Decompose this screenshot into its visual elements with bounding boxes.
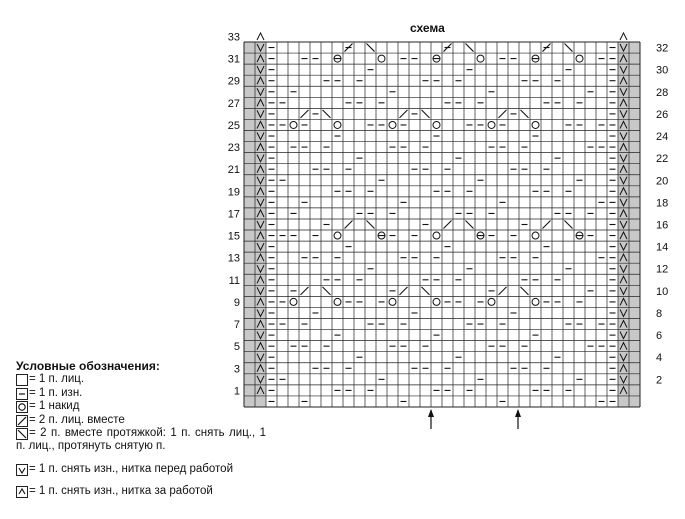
- yarn-over-mark: [576, 55, 583, 62]
- yarn-over-mark: [532, 121, 539, 128]
- row-number-left: 17: [227, 208, 240, 221]
- k2tog-symbol-icon: [16, 415, 28, 427]
- legend-item-slip-back: [16, 485, 266, 498]
- row-number-right: 16: [656, 219, 669, 232]
- ssk-mark: [521, 110, 529, 118]
- k2tog-mark: [345, 220, 353, 228]
- row-number-left: 7: [233, 319, 240, 332]
- row-number-left: 19: [227, 186, 240, 199]
- yarn-over-mark: [477, 55, 484, 62]
- row-number-right: 20: [656, 175, 669, 188]
- row-number-left: 21: [227, 164, 240, 177]
- legend-title: Условные обозначения:: [16, 359, 160, 373]
- ssk-mark: [565, 220, 573, 228]
- row-number-right: 2: [656, 374, 663, 387]
- yarn-over-mark: [488, 121, 495, 128]
- row-number-left: 3: [233, 363, 240, 376]
- ssk-mark: [422, 110, 430, 118]
- ssk-mark: [466, 44, 474, 52]
- row-number-right: 18: [656, 197, 669, 210]
- row-number-left: 13: [227, 252, 240, 265]
- row-number-right: 12: [656, 263, 669, 276]
- row-number-right: 10: [656, 285, 669, 298]
- row-number-right: 8: [656, 307, 663, 320]
- row-number-left: 27: [227, 97, 240, 110]
- slip-back-mark: [620, 33, 627, 40]
- yarn-over-mark: [334, 232, 341, 239]
- yarn-over-mark: [433, 121, 440, 128]
- row-number-right: 22: [656, 153, 669, 166]
- row-number-right: 6: [656, 330, 663, 343]
- row-number-right: 30: [656, 64, 669, 77]
- legend-text: = 1 п. изн.: [29, 386, 83, 399]
- slip-front-symbol-icon: [16, 464, 28, 476]
- yarn-over-mark: [334, 298, 341, 305]
- yarn-over-mark: [433, 232, 440, 239]
- row-number-left: 11: [228, 274, 240, 287]
- legend-item-yarn-over: [16, 400, 266, 413]
- ssk-mark: [323, 110, 331, 118]
- legend-text: = 2 п. вместе протяжкой: 1 п. снять лиц., 1 п. лиц., протянуть снятую п.: [16, 427, 266, 453]
- yarn-over-mark: [532, 298, 539, 305]
- yarn-over-mark: [488, 298, 495, 305]
- repeat-arrow-right-head: [515, 409, 521, 417]
- legend-text: = 1 п. снять изн., нитка перед работой: [29, 462, 233, 475]
- row-number-left: 15: [227, 230, 240, 243]
- row-number-left: 23: [227, 142, 240, 155]
- row-number-left: 5: [233, 341, 240, 354]
- legend-item-k2tog: [16, 414, 266, 427]
- ssk-symbol-icon: [16, 428, 28, 440]
- row-number-left: 29: [227, 75, 240, 88]
- yarn-over-mark: [334, 121, 341, 128]
- legend-item-knit: [16, 373, 266, 386]
- row-number-left: 1: [233, 385, 240, 398]
- yarn-over-mark: [290, 298, 297, 305]
- row-number-left: 33: [227, 31, 240, 44]
- yarn-over-mark: [290, 121, 297, 128]
- k2tog-mark: [400, 110, 408, 118]
- row-number-right: 24: [656, 131, 669, 144]
- yarn-over-mark: [389, 298, 396, 305]
- ssk-mark: [565, 44, 573, 52]
- row-number-right: 14: [656, 241, 669, 254]
- slip-back-symbol-icon: [16, 486, 28, 498]
- ssk-mark: [422, 287, 430, 295]
- yarn-over-mark: [532, 232, 539, 239]
- legend-text: = 1 накид: [29, 400, 80, 413]
- chart-title: схема: [410, 21, 445, 35]
- row-number-right: 32: [656, 42, 669, 55]
- row-number-left: 9: [233, 296, 240, 309]
- k2tog-mark: [301, 110, 309, 118]
- row-number-right: 28: [656, 86, 669, 99]
- ssk-mark: [466, 220, 474, 228]
- knit-symbol-icon: [16, 374, 28, 386]
- yarn-over-mark: [389, 121, 396, 128]
- legend-text: = 1 п. лиц.: [29, 373, 85, 386]
- slip-back-mark: [257, 33, 264, 40]
- row-number-left: 25: [227, 119, 240, 132]
- ssk-mark: [367, 220, 375, 228]
- yarn-over-symbol-icon: [16, 401, 28, 413]
- legend-text: = 2 п. лиц. вместе: [29, 413, 125, 426]
- ssk-mark: [367, 44, 375, 52]
- legend: [16, 360, 266, 499]
- yarn-over-mark: [433, 298, 440, 305]
- k2tog-mark: [499, 287, 507, 295]
- legend-item-slip-front: [16, 463, 266, 476]
- yarn-over-mark: [378, 55, 385, 62]
- k2tog-mark: [499, 110, 507, 118]
- legend-text: = 1 п. снять изн., нитка за работой: [29, 485, 213, 498]
- row-number-right: 26: [656, 108, 669, 121]
- row-number-left: 31: [227, 53, 240, 66]
- k2tog-mark: [400, 287, 408, 295]
- k2tog-mark: [543, 220, 551, 228]
- row-number-right: 4: [656, 352, 663, 365]
- purl-symbol-icon: [16, 388, 28, 400]
- repeat-arrow-left-head: [428, 409, 434, 417]
- legend-item-ssk: [16, 427, 266, 454]
- ssk-mark: [323, 287, 331, 295]
- ssk-mark: [521, 287, 529, 295]
- k2tog-mark: [444, 220, 452, 228]
- k2tog-mark: [301, 287, 309, 295]
- legend-item-purl: [16, 387, 266, 400]
